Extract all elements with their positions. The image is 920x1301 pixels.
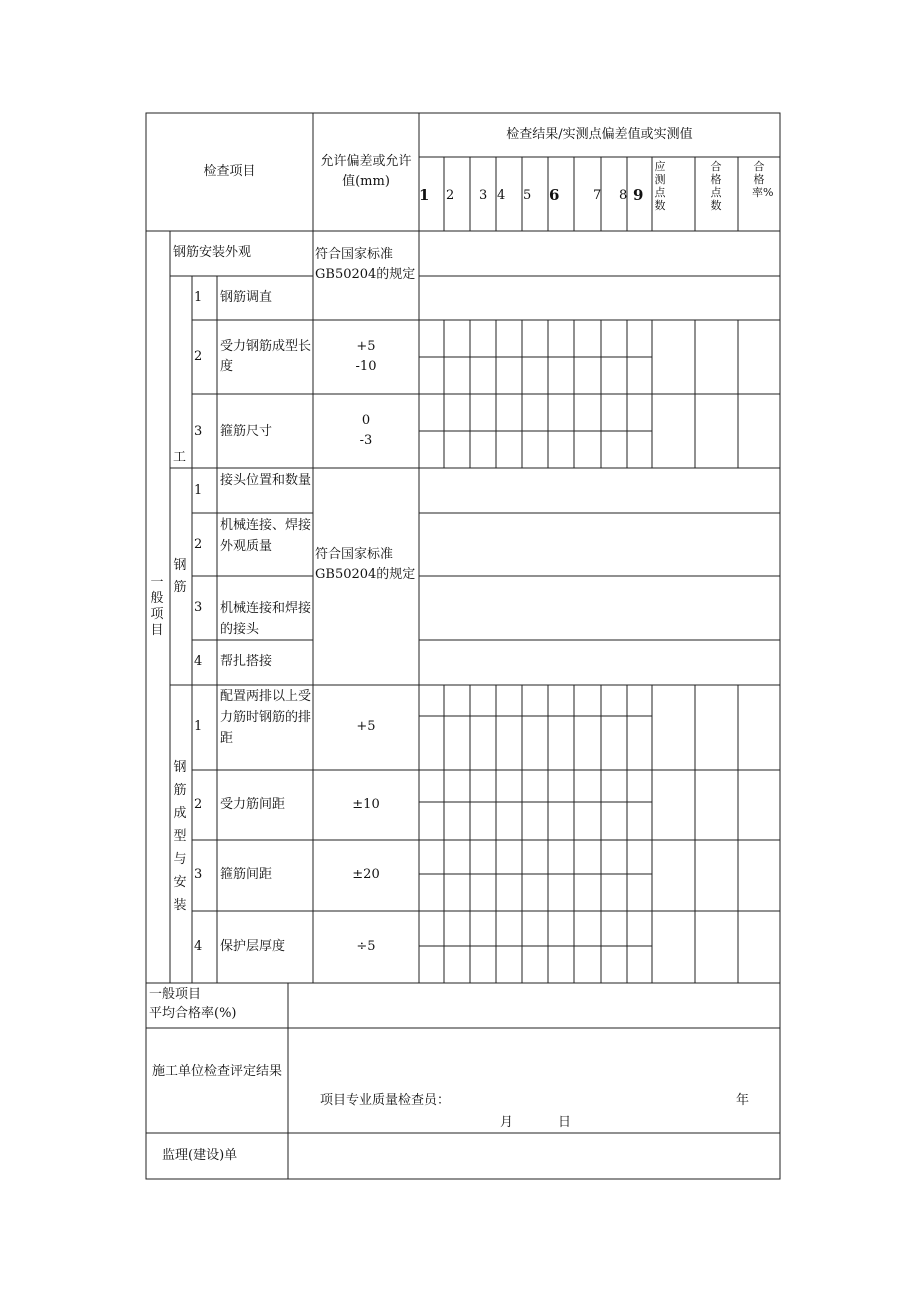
c1-number: 1 bbox=[194, 483, 203, 498]
inspector-label: 项目专业质量检查员： bbox=[320, 1093, 451, 1108]
point-label-5: 5 bbox=[523, 188, 532, 203]
year-label: 年 bbox=[736, 1093, 750, 1108]
f2-name: 受力筋间距 bbox=[220, 797, 286, 812]
contractor-label: 施工单位检查评定结果 bbox=[151, 1064, 282, 1079]
p3-number: 3 bbox=[194, 424, 203, 439]
p3-tol-minus: -3 bbox=[359, 433, 373, 448]
pass-count-header: 合格点数 bbox=[710, 160, 722, 212]
c4-name: 帮扎搭接 bbox=[220, 654, 273, 669]
standard-text-1: 符合国家标准GB50204的规定 bbox=[315, 247, 416, 282]
avg-rate-label-1: 一般项目 bbox=[149, 987, 202, 1002]
f2-number: 2 bbox=[194, 797, 203, 812]
p2-tol-plus: +5 bbox=[356, 339, 376, 354]
supervision-label: 监理(建设)单 bbox=[162, 1148, 238, 1163]
results-header: 检查结果/实测点偏差值或实测值 bbox=[506, 127, 693, 142]
group-processing-label: 工 bbox=[173, 450, 187, 465]
group-connection-label: 钢筋 bbox=[173, 558, 187, 595]
group-forming-label: 钢筋成型与安装 bbox=[173, 760, 187, 913]
p3-tol-plus: 0 bbox=[361, 413, 371, 428]
item-header: 检查项目 bbox=[203, 164, 256, 179]
point-label-7: 7 bbox=[593, 188, 602, 203]
f2-tolerance: ±10 bbox=[352, 797, 380, 812]
avg-rate-label-2: 平均合格率(%) bbox=[149, 1006, 237, 1021]
f4-tolerance: ÷5 bbox=[356, 939, 376, 954]
appearance-label: 钢筋安装外观 bbox=[173, 245, 252, 260]
tolerance-header: 允许偏差或允许值(mm) bbox=[320, 154, 412, 189]
f4-name: 保护层厚度 bbox=[220, 939, 286, 954]
point-label-6: 6 bbox=[549, 186, 560, 204]
p3-name: 箍筋尺寸 bbox=[220, 424, 273, 439]
f4-number: 4 bbox=[194, 939, 203, 954]
p2-name: 受力钢筋成型长度 bbox=[220, 339, 312, 374]
point-label-2: 2 bbox=[446, 188, 455, 203]
pass-rate-header: 合格率% bbox=[752, 160, 774, 199]
f3-tolerance: ±20 bbox=[352, 867, 380, 882]
f1-tolerance: +5 bbox=[356, 719, 376, 734]
month-label: 月 bbox=[500, 1115, 514, 1130]
point-label-3: 3 bbox=[479, 188, 488, 203]
day-label: 日 bbox=[558, 1115, 572, 1130]
point-label-9: 9 bbox=[633, 186, 644, 204]
c3-number: 3 bbox=[194, 600, 203, 615]
point-label-8: 8 bbox=[619, 188, 628, 203]
c3-name: 机械连接和焊接的接头 bbox=[220, 601, 312, 637]
p2-number: 2 bbox=[194, 349, 203, 364]
c2-name: 机械连接、焊接外观质量 bbox=[220, 518, 312, 554]
p2-tol-minus: -10 bbox=[355, 359, 377, 374]
p1-number: 1 bbox=[194, 290, 203, 305]
point-label-4: 4 bbox=[497, 188, 506, 203]
measured-count-header: 应测点数 bbox=[654, 160, 666, 212]
standard-text-2: 符合国家标准GB50204的规定 bbox=[315, 547, 416, 582]
f3-name: 箍筋间距 bbox=[220, 867, 273, 882]
c1-name: 接头位置和数量 bbox=[220, 473, 312, 488]
p1-name: 钢筋调直 bbox=[220, 290, 273, 305]
c4-number: 4 bbox=[194, 654, 203, 669]
f1-number: 1 bbox=[194, 719, 203, 734]
f3-number: 3 bbox=[194, 867, 203, 882]
c2-number: 2 bbox=[194, 537, 203, 552]
general-items-label: 一般项目 bbox=[150, 575, 164, 638]
point-label-1: 1 bbox=[419, 186, 430, 204]
f1-name: 配置两排以上受力筋时钢筋的排距 bbox=[220, 689, 312, 746]
